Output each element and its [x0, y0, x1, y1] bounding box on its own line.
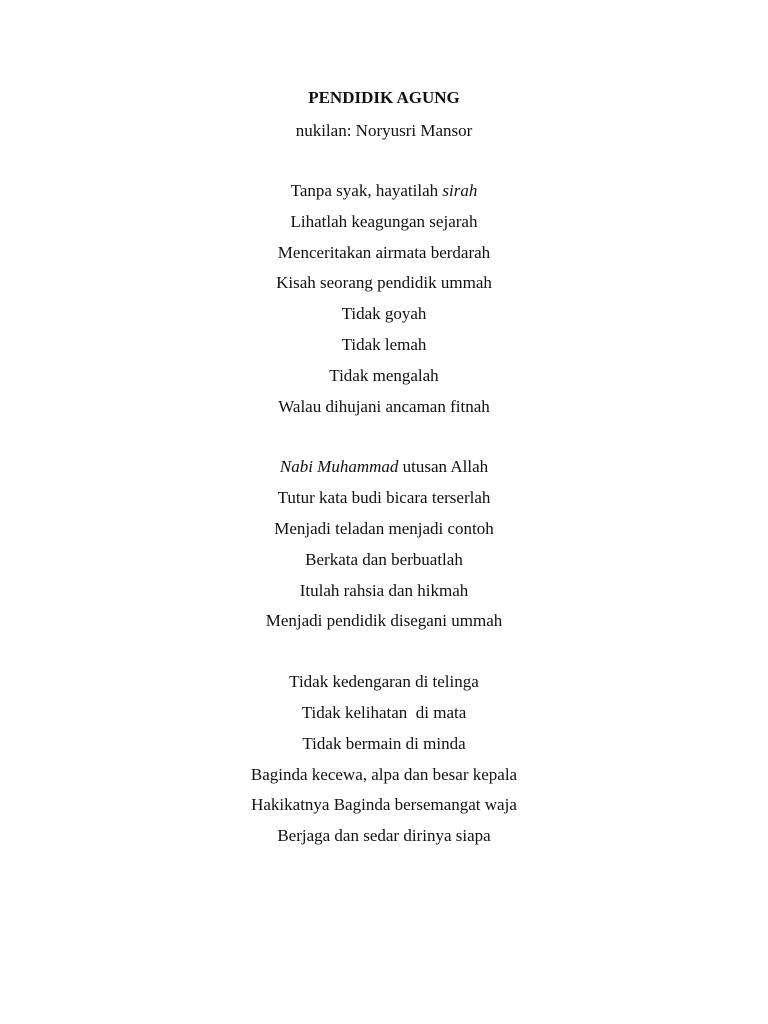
poem-line-text: utusan Allah	[398, 457, 489, 477]
poem-line-text: Berjaga dan sedar dirinya siapa	[277, 826, 491, 846]
poem-line-text: Tidak kelihatan di mata	[301, 702, 467, 722]
poem-line	[0, 514, 768, 545]
poem-line	[0, 176, 768, 207]
poem-line-text: Kisah seorang pendidik ummah	[276, 273, 492, 293]
poem-line-text: Itulah rahsia dan hikmah	[299, 580, 469, 600]
poem-line-text: Tidak goyah	[341, 304, 427, 324]
poem-line-text: Lihatlah keagungan sejarah	[290, 211, 478, 231]
poem-line-text: Menjadi pendidik disegani ummah	[265, 611, 503, 631]
poem-author: nukilan: Noryusri Mansor	[295, 121, 473, 140]
poem-line-emphasis: Nabi Muhammad	[279, 457, 399, 477]
poem-line-text: Tidak lemah	[341, 334, 427, 354]
poem-line	[0, 821, 768, 852]
poem-line	[0, 667, 768, 698]
poem-line	[0, 361, 768, 392]
poem-line-emphasis: sirah	[442, 181, 478, 200]
poem-line-text: Berkata dan berbuatlah	[305, 549, 463, 569]
poem-line	[0, 452, 768, 483]
stanza-3	[0, 667, 768, 852]
poem-line	[0, 238, 768, 269]
poem-line	[0, 576, 768, 607]
poem-line-text: Menjadi teladan menjadi contoh	[274, 518, 494, 538]
poem-line	[0, 299, 768, 330]
poem-line	[0, 545, 768, 576]
stanza-2	[0, 452, 768, 637]
poem-line	[0, 330, 768, 361]
poem-body	[0, 176, 768, 852]
poem-line-text: Tidak bermain di minda	[302, 733, 466, 753]
poem-line-text: Menceritakan airmata berdarah	[277, 242, 491, 262]
poem-line-text: Tidak mengalah	[329, 365, 439, 385]
poem	[0, 86, 768, 852]
poem-line	[0, 729, 768, 760]
poem-line	[0, 268, 768, 299]
poem-line	[0, 207, 768, 238]
poem-line-text: Baginda kecewa, alpa dan besar kepala	[250, 764, 518, 784]
poem-line-text: Tutur kata budi bicara terserlah	[277, 488, 491, 508]
poem-line-text: Walau dihujani ancaman fitnah	[278, 396, 490, 416]
poem-line-text: Tidak kedengaran di telinga	[289, 672, 479, 692]
poem-line	[0, 790, 768, 821]
poem-line	[0, 392, 768, 423]
poem-line-text: Hakikatnya Baginda bersemangat waja	[251, 795, 517, 815]
poem-line	[0, 483, 768, 514]
poem-line	[0, 760, 768, 791]
poem-line	[0, 606, 768, 637]
poem-line	[0, 698, 768, 729]
poem-line-text: Tanpa syak, hayatilah	[290, 181, 443, 200]
poem-title: PENDIDIK AGUNG	[308, 88, 460, 107]
stanza-1	[0, 176, 768, 422]
